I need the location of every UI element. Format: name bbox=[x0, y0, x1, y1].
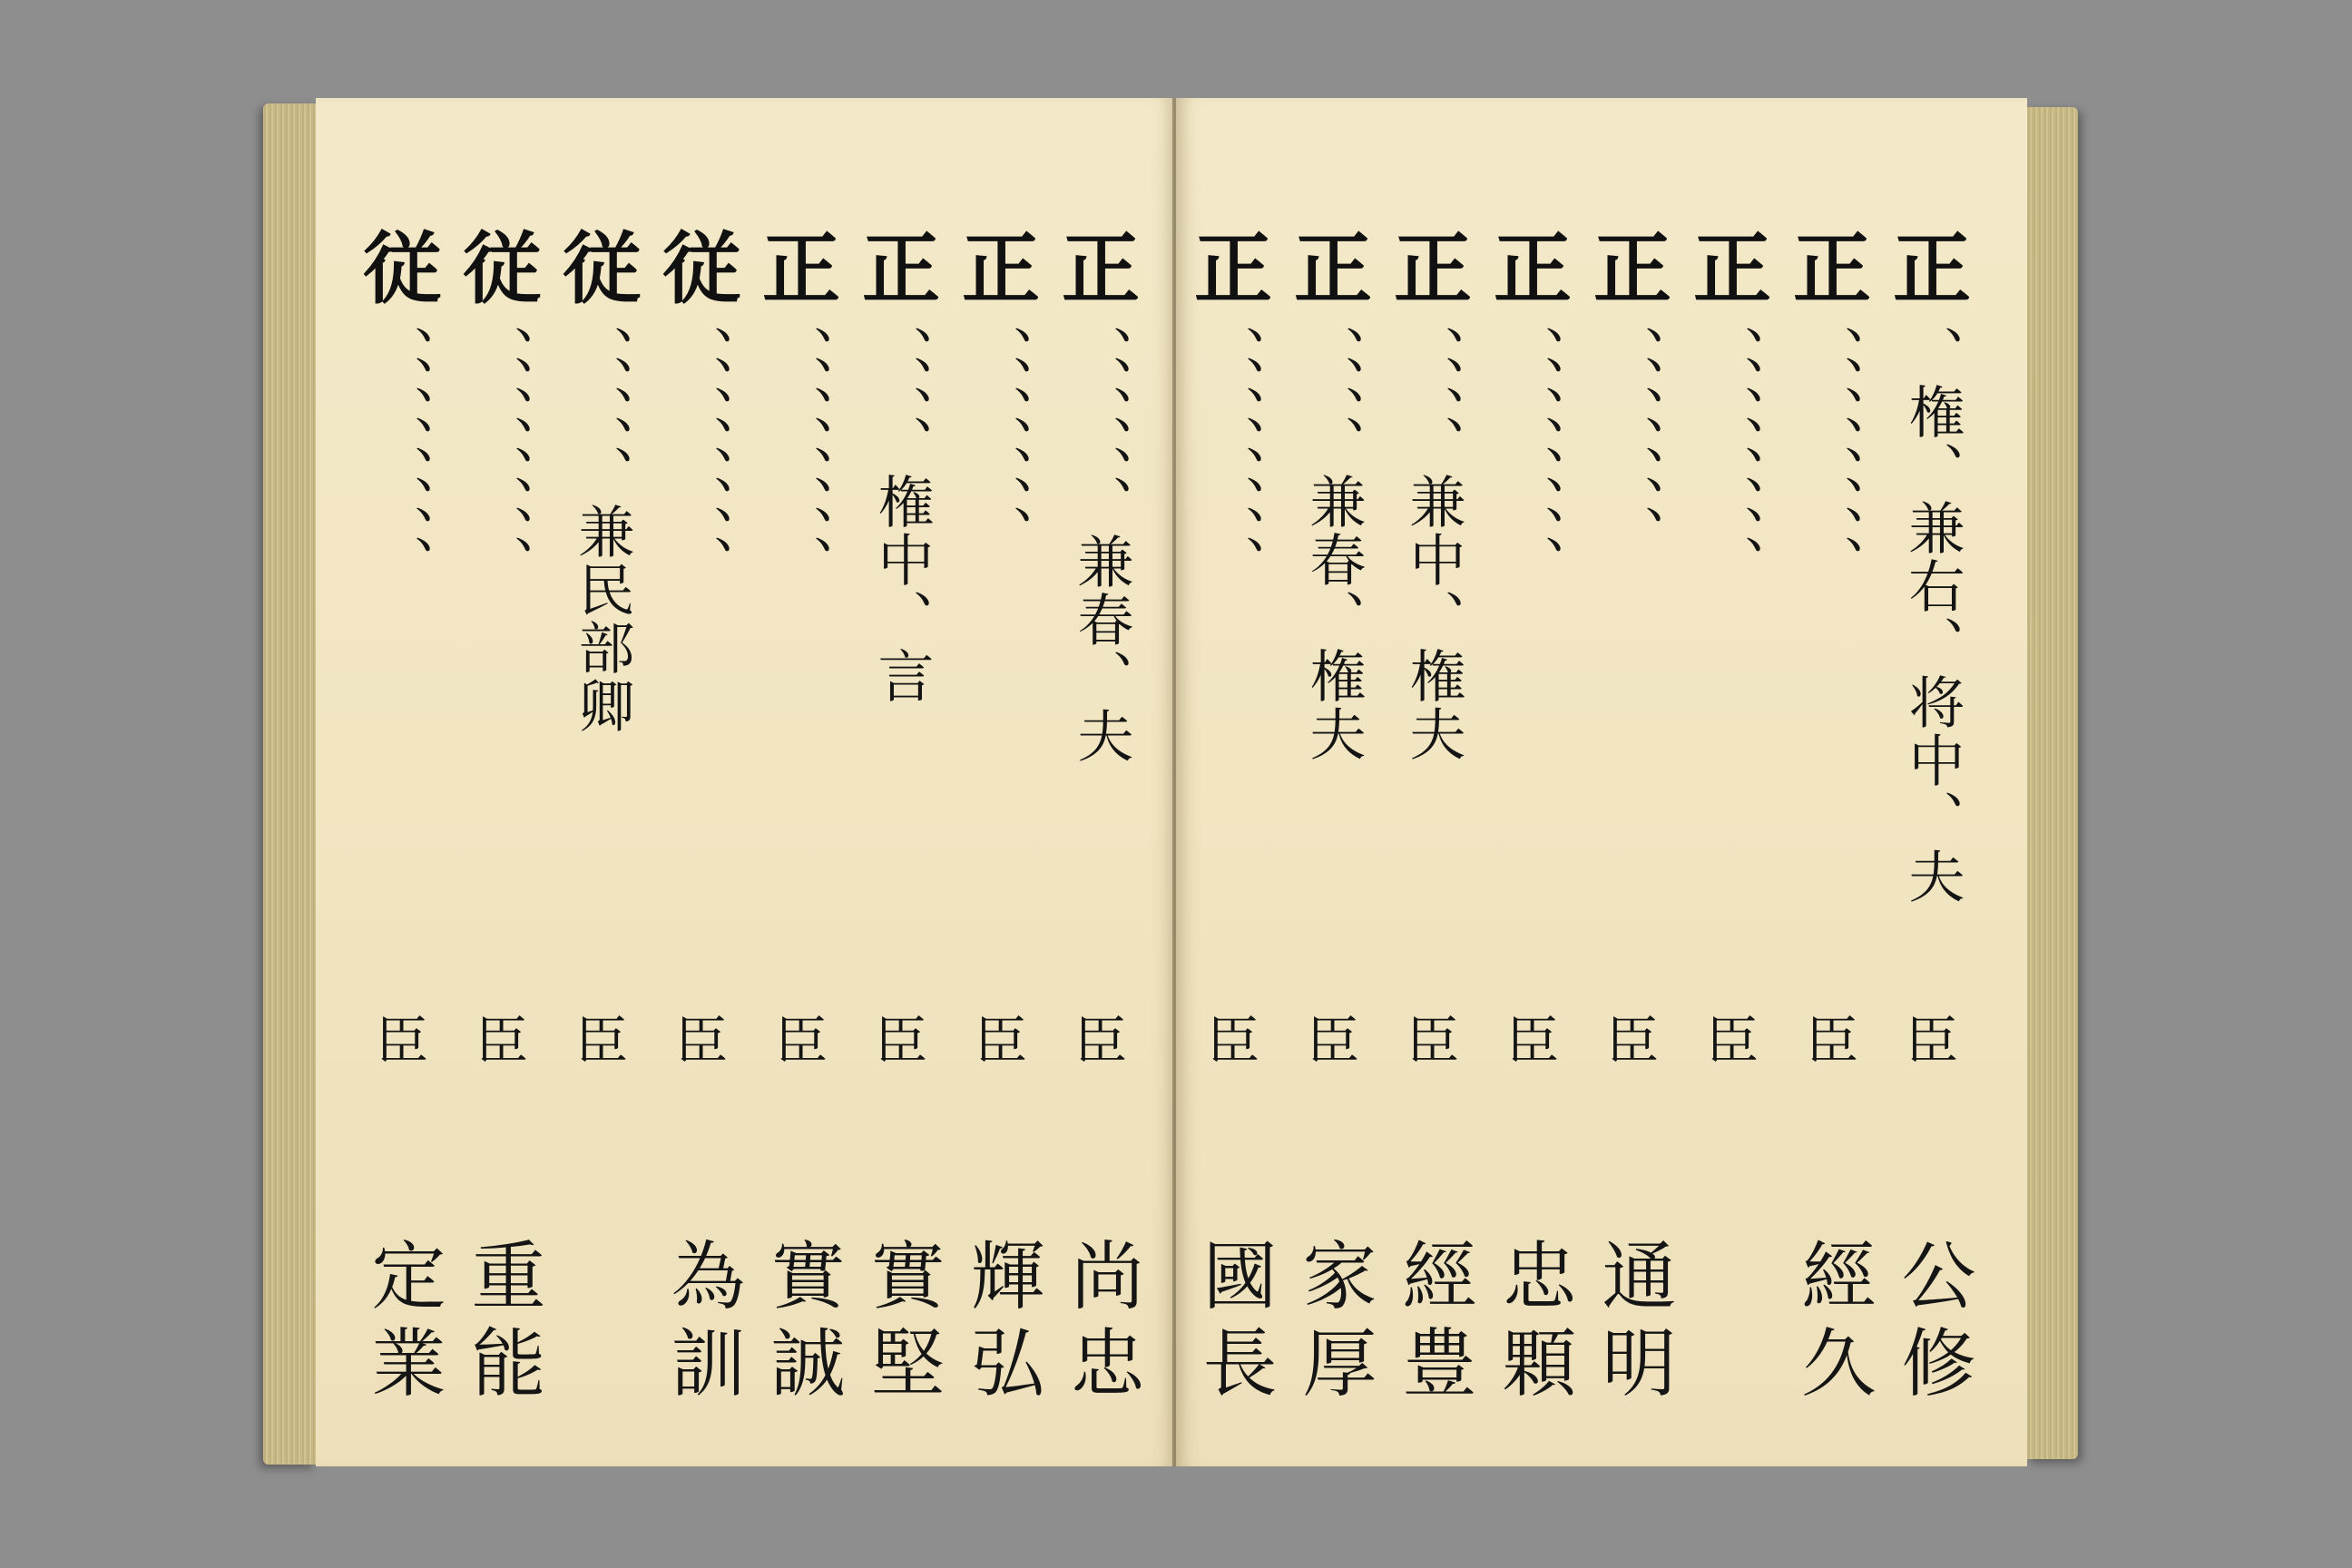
right-col-1 bbox=[1183, 98, 1283, 1466]
right-col-6 bbox=[1682, 98, 1782, 1466]
omi-mark: 臣 bbox=[1406, 1010, 1459, 1072]
rank-mark: 正 bbox=[1062, 223, 1140, 315]
omi-mark: 臣 bbox=[1705, 1010, 1759, 1072]
person-name: 忠顆 bbox=[1490, 1237, 1576, 1411]
person-name: 重能 bbox=[459, 1237, 545, 1411]
title-text: 、、、、、、、、 bbox=[1500, 325, 1566, 593]
rank-mark: 正 bbox=[1194, 223, 1272, 315]
person-name: 尚忠 bbox=[1058, 1237, 1144, 1411]
rank-mark: 正 bbox=[962, 223, 1040, 315]
omi-mark: 臣 bbox=[375, 1010, 428, 1072]
omi-mark: 臣 bbox=[475, 1010, 528, 1072]
right-col-7 bbox=[1782, 98, 1882, 1466]
open-book bbox=[263, 94, 2078, 1474]
rank-mark: 正 bbox=[1394, 223, 1472, 315]
title-text: 、、、、、、、、 bbox=[469, 325, 535, 593]
person-name: 公修 bbox=[1889, 1237, 1975, 1411]
right-col-4 bbox=[1483, 98, 1583, 1466]
rank-mark: 従 bbox=[563, 223, 641, 315]
title-text: 、、、、、兼民部卿 bbox=[569, 325, 635, 735]
title-text: 、、、、、、、、 bbox=[1700, 325, 1766, 593]
omi-mark: 臣 bbox=[1605, 1010, 1659, 1072]
omi-mark: 臣 bbox=[1073, 1010, 1127, 1072]
left-col-7 bbox=[452, 98, 552, 1466]
person-name: 實堅 bbox=[858, 1237, 945, 1411]
rank-mark: 正 bbox=[1294, 223, 1372, 315]
person-name: 經豊 bbox=[1390, 1237, 1476, 1411]
left-col-8 bbox=[352, 98, 452, 1466]
title-text: 、、、、、、兼春、夫 bbox=[1068, 325, 1134, 765]
right-col-2 bbox=[1283, 98, 1383, 1466]
rank-mark: 従 bbox=[463, 223, 541, 315]
left-col-4 bbox=[751, 98, 851, 1466]
omi-mark: 臣 bbox=[974, 1010, 1027, 1072]
omi-mark: 臣 bbox=[1905, 1010, 1958, 1072]
rank-mark: 従 bbox=[662, 223, 740, 315]
person-name: 家厚 bbox=[1290, 1237, 1377, 1411]
page-edges-left bbox=[263, 103, 316, 1465]
title-text: 、、、、、、、、 bbox=[769, 325, 835, 593]
right-col-3 bbox=[1383, 98, 1483, 1466]
rank-mark: 正 bbox=[1893, 223, 1971, 315]
rank-mark: 正 bbox=[1494, 223, 1572, 315]
omi-mark: 臣 bbox=[1306, 1010, 1359, 1072]
person-name: 定業 bbox=[359, 1237, 446, 1411]
person-name: 輝弘 bbox=[958, 1237, 1044, 1411]
title-text: 、、、、、、、、 bbox=[669, 325, 735, 593]
omi-mark: 臣 bbox=[674, 1010, 728, 1072]
omi-mark: 臣 bbox=[574, 1010, 628, 1072]
rank-mark: 正 bbox=[1593, 223, 1671, 315]
left-page bbox=[316, 98, 1176, 1466]
omi-mark: 臣 bbox=[774, 1010, 828, 1072]
person-name bbox=[1691, 1237, 1773, 1527]
person-name: 國長 bbox=[1191, 1237, 1277, 1411]
left-col-6 bbox=[552, 98, 652, 1466]
title-text: 、、、、兼春、権夫 bbox=[1300, 325, 1367, 763]
title-text: 、、、、権中、言 bbox=[868, 325, 935, 705]
right-col-5 bbox=[1583, 98, 1682, 1466]
person-name: 通明 bbox=[1590, 1237, 1676, 1411]
right-col-8 bbox=[1882, 98, 1982, 1466]
rank-mark: 正 bbox=[762, 223, 840, 315]
page-edges-right bbox=[2027, 107, 2078, 1459]
left-col-2 bbox=[951, 98, 1051, 1466]
rank-mark: 従 bbox=[363, 223, 441, 315]
left-col-1 bbox=[1051, 98, 1151, 1466]
omi-mark: 臣 bbox=[1805, 1010, 1858, 1072]
title-text: 、、、、、、、 bbox=[1600, 325, 1666, 563]
title-text: 、、、、、、、、 bbox=[1799, 325, 1866, 593]
rank-mark: 正 bbox=[1793, 223, 1871, 315]
person-name: 經久 bbox=[1789, 1237, 1876, 1411]
title-text: 、、、、、、、、 bbox=[369, 325, 436, 593]
title-text: 、、、、兼中、権夫 bbox=[1400, 325, 1466, 763]
person-name: 為訓 bbox=[659, 1237, 745, 1411]
rank-mark: 正 bbox=[862, 223, 940, 315]
left-col-3 bbox=[851, 98, 951, 1466]
omi-mark: 臣 bbox=[1206, 1010, 1259, 1072]
omi-mark: 臣 bbox=[874, 1010, 927, 1072]
omi-mark: 臣 bbox=[1505, 1010, 1559, 1072]
title-text: 、、、、、、、、 bbox=[1200, 325, 1267, 593]
title-text: 、、、、、、、 bbox=[968, 325, 1034, 563]
title-text: 、権、兼右、将中、夫 bbox=[1899, 325, 1965, 906]
person-name bbox=[561, 1237, 642, 1527]
person-name: 實誠 bbox=[759, 1237, 845, 1411]
left-col-5 bbox=[652, 98, 751, 1466]
rank-mark: 正 bbox=[1693, 223, 1771, 315]
right-page bbox=[1176, 98, 2027, 1466]
